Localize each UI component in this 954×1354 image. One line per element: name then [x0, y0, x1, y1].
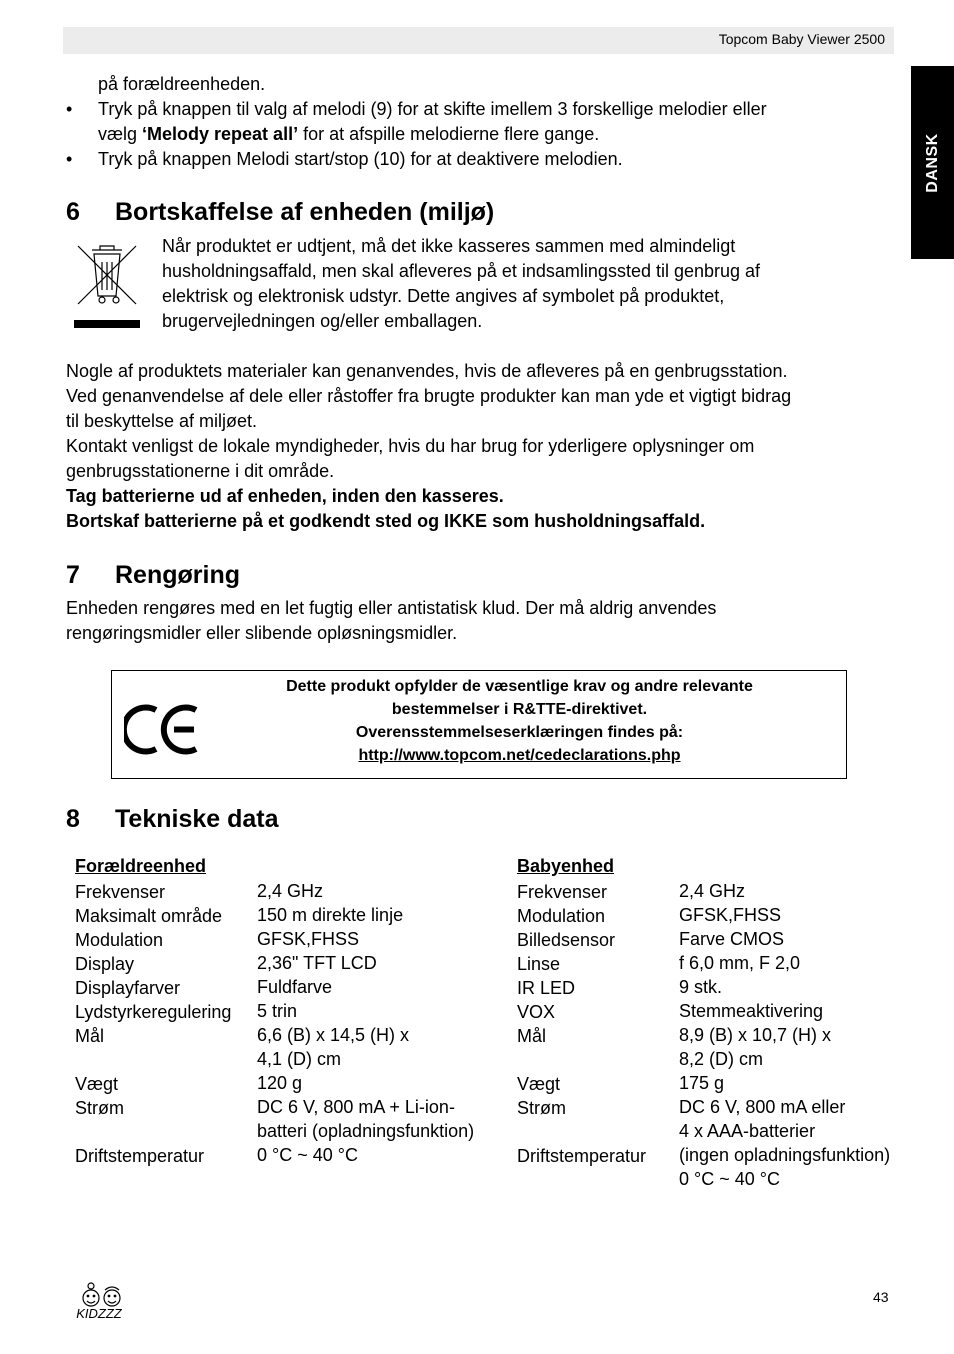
spec-value: 8,2 (D) cm	[679, 1049, 764, 1069]
text-line: Ved genanvendelse af dele eller råstoffer fra brugte produkter kan man yde et vigtigt bidrag	[66, 386, 792, 406]
spec-value: 6,6 (B) x 14,5 (H) x	[257, 1025, 410, 1045]
bullet-bold-text: ‘Melody repeat all’	[142, 124, 299, 144]
ce-declaration-text	[232, 675, 807, 767]
spec-value: 0 °C ~ 40 °C	[257, 1145, 358, 1165]
spec-label: Strøm	[75, 1098, 124, 1118]
spec-value: 0 °C ~ 40 °C	[679, 1169, 780, 1189]
spec-label: Vægt	[517, 1074, 561, 1094]
baby-spec-labels	[517, 880, 646, 1168]
text-line: Overensstemmelseserklæringen findes på:	[355, 724, 684, 741]
text-line: Dette produkt opfylder de væsentlige krav og andre relevante	[286, 678, 753, 695]
parent-spec-labels	[75, 880, 231, 1168]
spec-label: Modulation	[517, 906, 606, 926]
intro-continuation: på forældreenheden.	[98, 74, 266, 94]
spec-label: Driftstemperatur	[517, 1146, 647, 1166]
text-line: Enheden rengøres med en let fugtig eller antistatisk klud. Der må aldrig anvendes	[66, 598, 717, 618]
spec-value: 9 stk.	[679, 977, 723, 997]
section-number: 7	[66, 561, 80, 589]
spec-value: 150 m direkte linje	[257, 905, 404, 925]
spec-value: 120 g	[257, 1073, 303, 1093]
baby-spec-values	[679, 879, 890, 1191]
text-line: brugervejledningen og/eller emballagen.	[162, 311, 483, 331]
spec-label: Strøm	[517, 1098, 566, 1118]
spec-label: VOX	[517, 1002, 556, 1022]
bullet-text: vælg	[98, 124, 143, 144]
section-8-heading	[66, 805, 279, 834]
language-tab	[911, 66, 954, 259]
text-line: til beskyttelse af miljøet.	[66, 411, 258, 431]
parent-unit-heading: Forældreenhed	[75, 856, 207, 876]
spec-value: GFSK,FHSS	[257, 929, 360, 949]
bullet-text: for at afspille melodierne flere gange.	[298, 124, 600, 144]
spec-value: Stemmeaktivering	[679, 1001, 824, 1021]
section-number: 6	[66, 198, 80, 226]
spec-label: Display	[75, 954, 135, 974]
spec-label: Lydstyrkeregulering	[75, 1002, 232, 1022]
ce-declaration-box	[111, 670, 847, 779]
spec-value: (ingen opladningsfunktion)	[679, 1145, 891, 1165]
spec-value: Fuldfarve	[257, 977, 333, 997]
spec-value: GFSK,FHSS	[679, 905, 782, 925]
spec-label: Frekvenser	[517, 882, 608, 902]
bullet-dot: •	[66, 149, 73, 169]
section-7-heading	[66, 561, 240, 590]
text-line: husholdningsaffald, men skal afleveres på et indsamlingssted til genbrug af	[162, 261, 761, 281]
text-line: bestemmelser i R&TTE-direktivet.	[391, 701, 648, 718]
text-line: Kontakt venligst de lokale myndigheder, hvis du har brug for yderligere oplysninger om	[66, 436, 755, 456]
spec-value: 175 g	[679, 1073, 725, 1093]
battery-warning: Tag batterierne ud af enheden, inden den kasseres.	[66, 486, 504, 506]
spec-value: 4,1 (D) cm	[257, 1049, 342, 1069]
weee-bin-icon	[72, 240, 142, 332]
spec-label: Vægt	[75, 1074, 119, 1094]
spec-value: Farve CMOS	[679, 929, 785, 949]
language-tab-label: DANSK	[923, 132, 941, 193]
text-line: Nogle af produktets materialer kan genanvendes, hvis de afleveres på en genbrugsstation.	[66, 361, 788, 381]
declaration-link[interactable]: http://www.topcom.net/cedeclarations.php	[358, 747, 681, 764]
spec-label: Mål	[75, 1026, 105, 1046]
text-line: elektrisk og elektronisk udstyr. Dette angives af symbolet på produktet,	[162, 286, 725, 306]
bullet-dot: •	[66, 99, 73, 119]
section-6-heading	[66, 198, 494, 227]
text-line: Når produktet er udtjent, må det ikke kasseres sammen med almindeligt	[162, 236, 736, 256]
spec-value: DC 6 V, 800 mA eller	[679, 1097, 846, 1117]
section-title: Tekniske data	[115, 805, 279, 833]
spec-label: Billedsensor	[517, 930, 616, 950]
spec-value: 2,4 GHz	[679, 881, 746, 901]
spec-value: 5 trin	[257, 1001, 298, 1021]
page-header	[63, 27, 894, 54]
battery-warning: Bortskaf batterierne på et godkendt sted og IKKE som husholdningsaffald.	[66, 511, 706, 531]
spec-label: Mål	[517, 1026, 547, 1046]
spec-value: 2,36" TFT LCD	[257, 953, 377, 973]
spec-value: 2,4 GHz	[257, 881, 324, 901]
baby-unit-heading: Babyenhed	[517, 856, 615, 876]
section-title: Rengøring	[115, 561, 240, 589]
kidzzz-logo	[63, 1278, 135, 1322]
spec-value: DC 6 V, 800 mA + Li-ion-	[257, 1097, 455, 1117]
ce-mark-icon	[124, 702, 202, 757]
spec-label: Frekvenser	[75, 882, 166, 902]
spec-label: Displayfarver	[75, 978, 181, 998]
bullet-text-line: Tryk på knappen til valg af melodi (9) for at skifte imellem 3 forskellige melodier eller	[98, 99, 767, 119]
header-title: Topcom Baby Viewer 2500	[718, 31, 885, 47]
spec-label: Maksimalt område	[75, 906, 223, 926]
list-item	[66, 147, 896, 172]
weee-description	[162, 234, 882, 334]
recycling-paragraph	[66, 359, 896, 534]
list-item	[66, 97, 896, 147]
bullet-text-line: Tryk på knappen Melodi start/stop (10) for at deaktivere melodien.	[98, 149, 623, 169]
page-number: 43	[873, 1289, 889, 1305]
intro-list	[66, 72, 896, 172]
cleaning-paragraph	[66, 596, 896, 646]
spec-label: Driftstemperatur	[75, 1146, 205, 1166]
section-title: Bortskaffelse af enheden (miljø)	[115, 198, 495, 226]
text-line: genbrugsstationerne i dit område.	[66, 461, 335, 481]
logo-text: KIDZZZ	[76, 1306, 122, 1321]
spec-label: Linse	[517, 954, 561, 974]
spec-label: IR LED	[517, 978, 576, 998]
spec-value: f 6,0 mm, F 2,0	[679, 953, 801, 973]
spec-value: 8,9 (B) x 10,7 (H) x	[679, 1025, 832, 1045]
spec-label: Modulation	[75, 930, 164, 950]
parent-spec-values	[257, 879, 474, 1167]
spec-value: 4 x AAA-batterier	[679, 1121, 816, 1141]
spec-value: batteri (opladningsfunktion)	[257, 1121, 475, 1141]
text-line: rengøringsmidler eller slibende opløsningsmidler.	[66, 623, 458, 643]
section-number: 8	[66, 805, 80, 833]
bullet-text-line	[98, 122, 896, 147]
